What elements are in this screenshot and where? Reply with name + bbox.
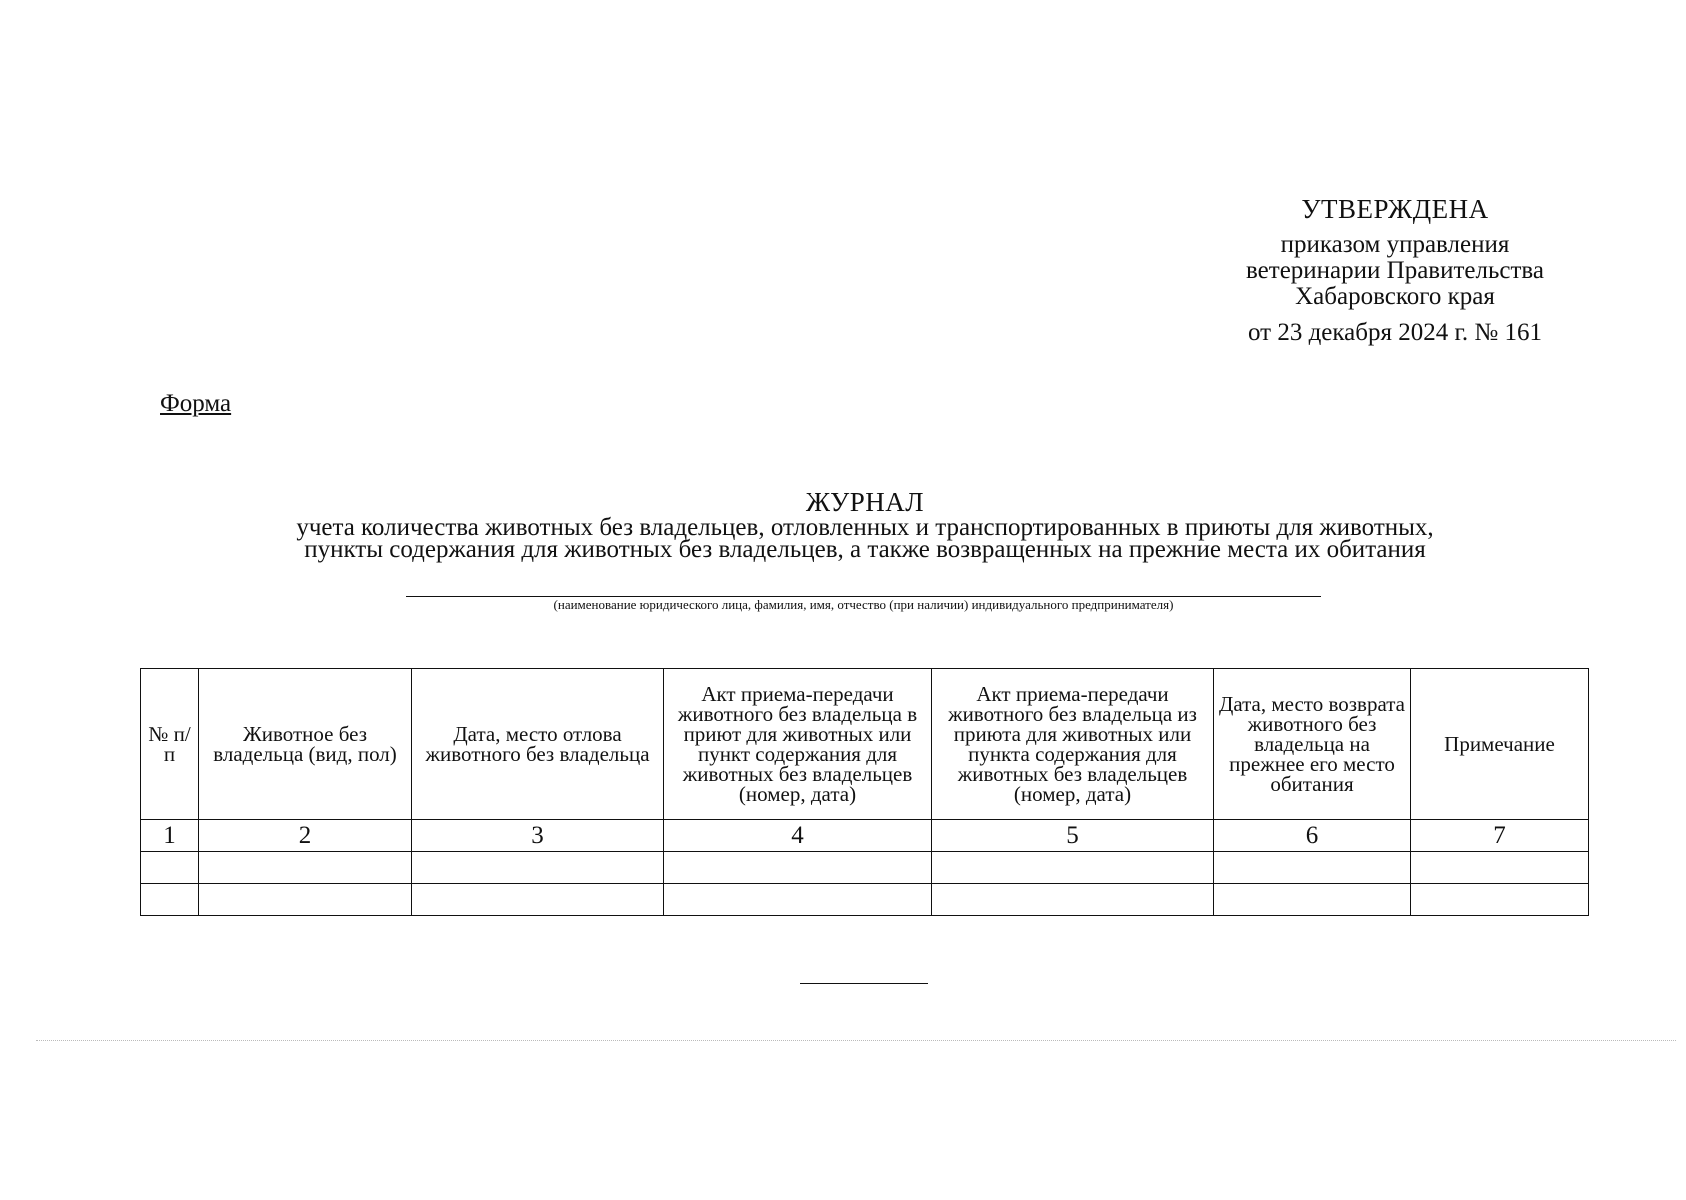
journal-subtitle-line-2: пункты содержания для животных без владельцев, а также возвращенных на прежние места их обитания [304, 536, 1426, 563]
column-number: 7 [1411, 820, 1589, 852]
table-cell [932, 852, 1214, 884]
approval-block [1225, 196, 1565, 346]
header-cell-act-to-shelter: Акт приема-передачи животного без владельца в приют для животных или пункт содержания для животных без владельцев (номер, дата) [664, 669, 932, 820]
table-cell [1411, 884, 1589, 916]
table-cell [1411, 852, 1589, 884]
approval-title: УТВЕРЖДЕНА [1301, 194, 1489, 224]
journal-title: ЖУРНАЛ [805, 487, 925, 517]
column-number: 3 [412, 820, 664, 852]
journal-heading [230, 487, 1500, 563]
column-number: 2 [199, 820, 412, 852]
header-cell-act-from-shelter: Акт приема-передачи животного без владельца из приюта для животных или пункта содержания для животных без владельцев (номер, дата) [932, 669, 1214, 820]
header-cell-capture: Дата, место отлова животного без владельца [412, 669, 664, 820]
table-cell [412, 884, 664, 916]
table-row [141, 852, 1589, 884]
column-number: 1 [141, 820, 199, 852]
approval-line-1: приказом управления [1280, 231, 1510, 258]
column-number-row [141, 820, 1589, 852]
journal-subtitle-line-1: учета количества животных без владельцев, отловленных и транспортированных в приюты для животных, [296, 514, 1434, 541]
end-divider [800, 983, 928, 984]
table-cell [1214, 852, 1411, 884]
table-cell [932, 884, 1214, 916]
column-number: 5 [932, 820, 1214, 852]
column-number: 4 [664, 820, 932, 852]
header-cell-number: № п/п [141, 669, 199, 820]
column-number: 6 [1214, 820, 1411, 852]
table-cell [141, 852, 199, 884]
header-cell-return: Дата, место возврата животного без владельца на прежнее его место обитания [1214, 669, 1411, 820]
approval-date: от 23 декабря 2024 г. № 161 [1247, 319, 1543, 346]
approval-line-2: ветеринарии Правительства [1246, 257, 1544, 284]
table-cell [664, 852, 932, 884]
table-cell [1214, 884, 1411, 916]
table-cell [141, 884, 199, 916]
table-cell [412, 852, 664, 884]
header-cell-note: Примечание [1411, 669, 1589, 820]
approval-line-3: Хабаровского края [1295, 283, 1495, 310]
header-cell-animal: Животное без владельца (вид, пол) [199, 669, 412, 820]
table-header-row [141, 669, 1589, 820]
table-cell [664, 884, 932, 916]
form-label: Форма [160, 390, 232, 417]
table-row [141, 884, 1589, 916]
journal-table [140, 668, 1589, 916]
table-cell [199, 852, 412, 884]
organization-name-caption: (наименование юридического лица, фамилия, имя, отчество (при наличии) индивидуального предпринимателя) [553, 597, 1174, 612]
scan-edge-dots [36, 1040, 1676, 1041]
table-cell [199, 884, 412, 916]
